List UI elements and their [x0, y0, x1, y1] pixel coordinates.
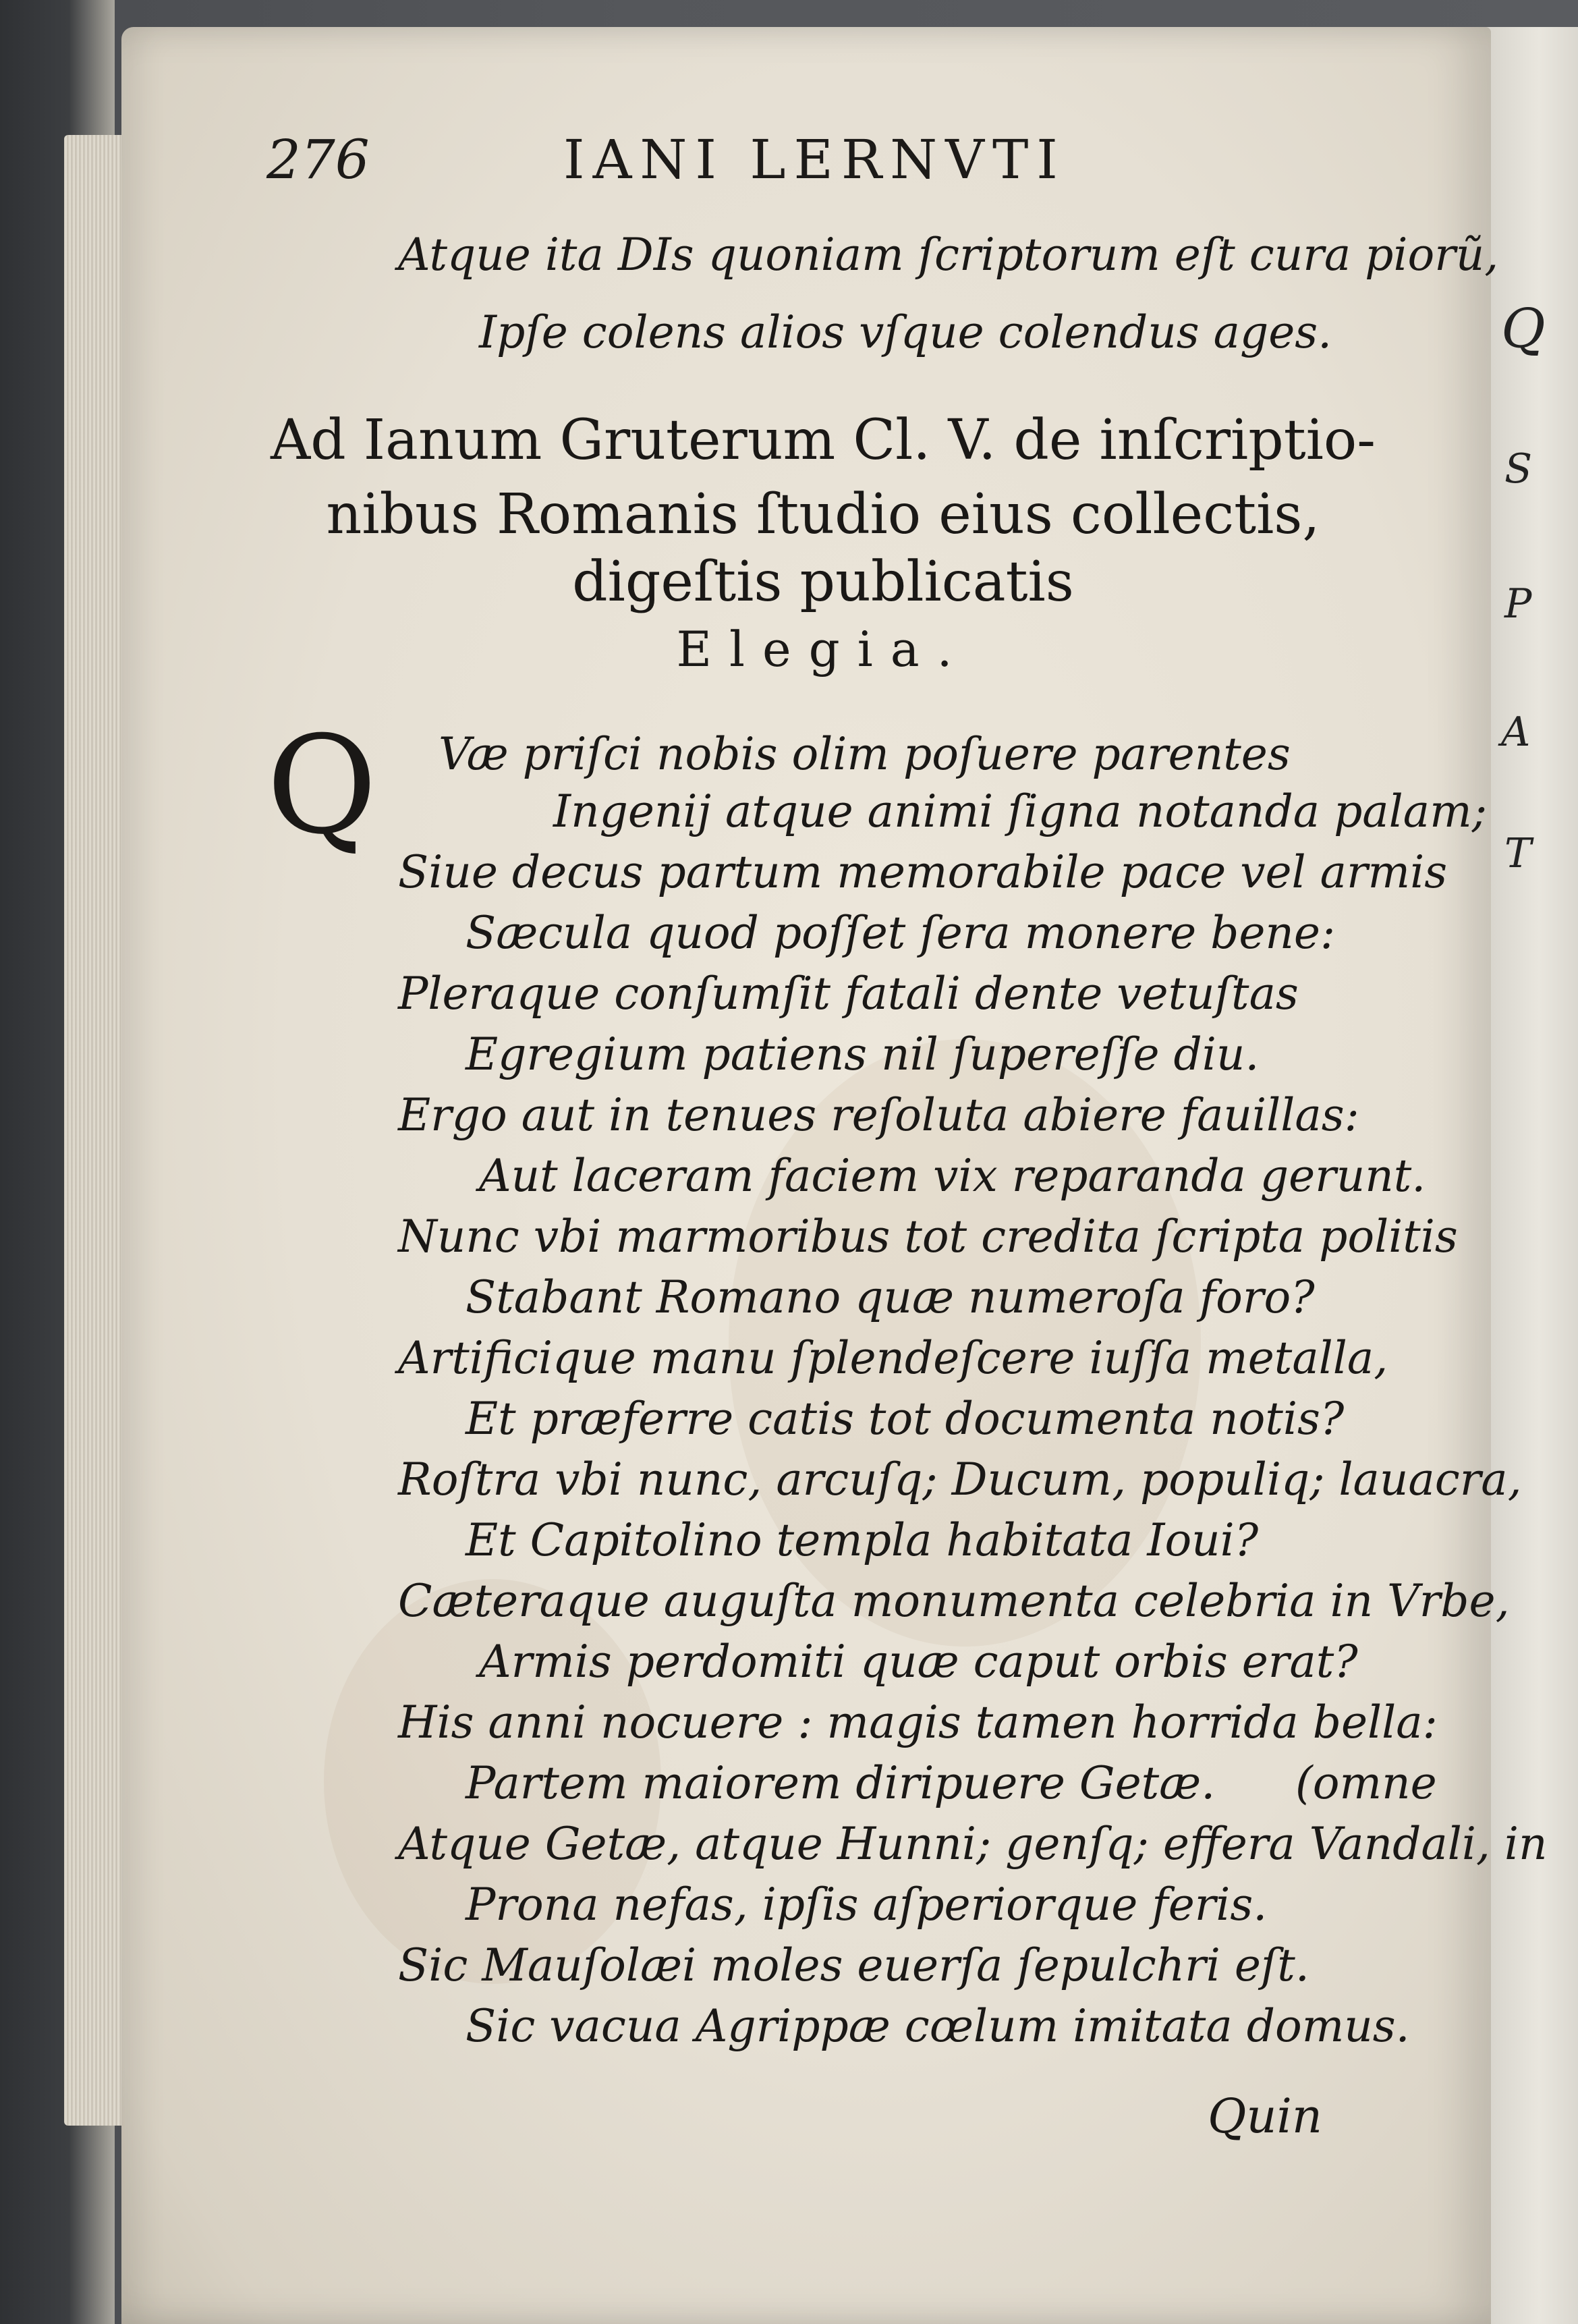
verse-line: Prona nefas, ipſis aſperiorque feris. — [466, 1879, 1268, 1931]
facing-page-fragment: A — [1501, 709, 1531, 756]
verse-line: Aut laceram faciem vix reparanda gerunt. — [479, 1150, 1426, 1202]
facing-page-fragment: S — [1504, 445, 1533, 493]
running-title: IANI LERNVTI — [563, 128, 1066, 191]
verse-line: Artificique manu ſplendeſcere iuſſa metalla, — [398, 1332, 1388, 1384]
turnover-word: (omne — [1295, 1757, 1437, 1809]
verse-line: Ingenij atque animi ſigna notanda palam; — [553, 785, 1487, 837]
catchword: Quin — [1208, 2088, 1322, 2144]
facing-page-fragment: T — [1504, 830, 1532, 877]
facing-page-fragment: P — [1504, 580, 1532, 628]
verse-line: Atque Getæ, atque Hunni; genſq; effera Vandali, in — [398, 1818, 1548, 1870]
heading-line: digeſtis publicatis — [572, 550, 1074, 614]
verse-line: Cæteraque auguſta monumenta celebria in Vrbe, — [398, 1575, 1510, 1627]
running-head — [266, 128, 1346, 209]
verse-line: His anni nocuere : magis tamen horrida bella: — [398, 1696, 1438, 1748]
facing-page-fragment: Q — [1501, 297, 1546, 360]
verse-line: Atque ita DIs quoniam ſcriptorum eſt cura piorũ, — [398, 229, 1499, 281]
verse-line: Armis perdomiti quæ caput orbis erat? — [479, 1636, 1358, 1688]
verse-line: Egregium patiens nil ſupereſſe diu. — [466, 1028, 1260, 1080]
verse-line: Ergo aut in tenues reſoluta abiere fauillas: — [398, 1089, 1359, 1141]
verse-line: Sæcula quod poſſet ſera monere bene: — [466, 907, 1336, 959]
verse-line: Stabant Romano quæ numeroſa foro? — [466, 1271, 1315, 1323]
section-subtitle: Elegia. — [676, 621, 970, 677]
verse-line: Et præferre catis tot documenta notis? — [466, 1393, 1345, 1445]
verse-line: Sic Mauſolæi moles euerſa ſepulchri eſt. — [398, 1939, 1309, 1991]
verse-line: Roſtra vbi nunc, arcuſq; Ducum, populiq; lauacra, — [398, 1454, 1522, 1505]
verse-line: Ipſe colens alios vſque colendus ages. — [479, 306, 1332, 358]
verse-line: Væ priſci nobis olim poſuere parentes — [439, 728, 1291, 780]
verse-line: Siue decus partum memorabile pace vel armis — [398, 846, 1448, 898]
heading-line: nibus Romanis ſtudio eius collectis, — [326, 482, 1320, 547]
heading-line: Ad Ianum Gruterum Cl. V. de inſcriptio- — [271, 408, 1376, 472]
drop-capital: Q — [266, 707, 377, 864]
verse-line: Nunc vbi marmoribus tot credita ſcripta politis — [398, 1211, 1458, 1263]
verse-line: Et Capitolino templa habitata Ioui? — [466, 1514, 1259, 1566]
page-number: 276 — [266, 128, 370, 191]
verse-line: Sic vacua Agrippæ cœlum imitata domus. — [466, 2000, 1410, 2052]
verse-line: Pleraque conſumſit fatali dente vetuſtas — [398, 968, 1299, 1020]
verse-line: Partem maiorem diripuere Getæ. — [466, 1757, 1216, 1809]
